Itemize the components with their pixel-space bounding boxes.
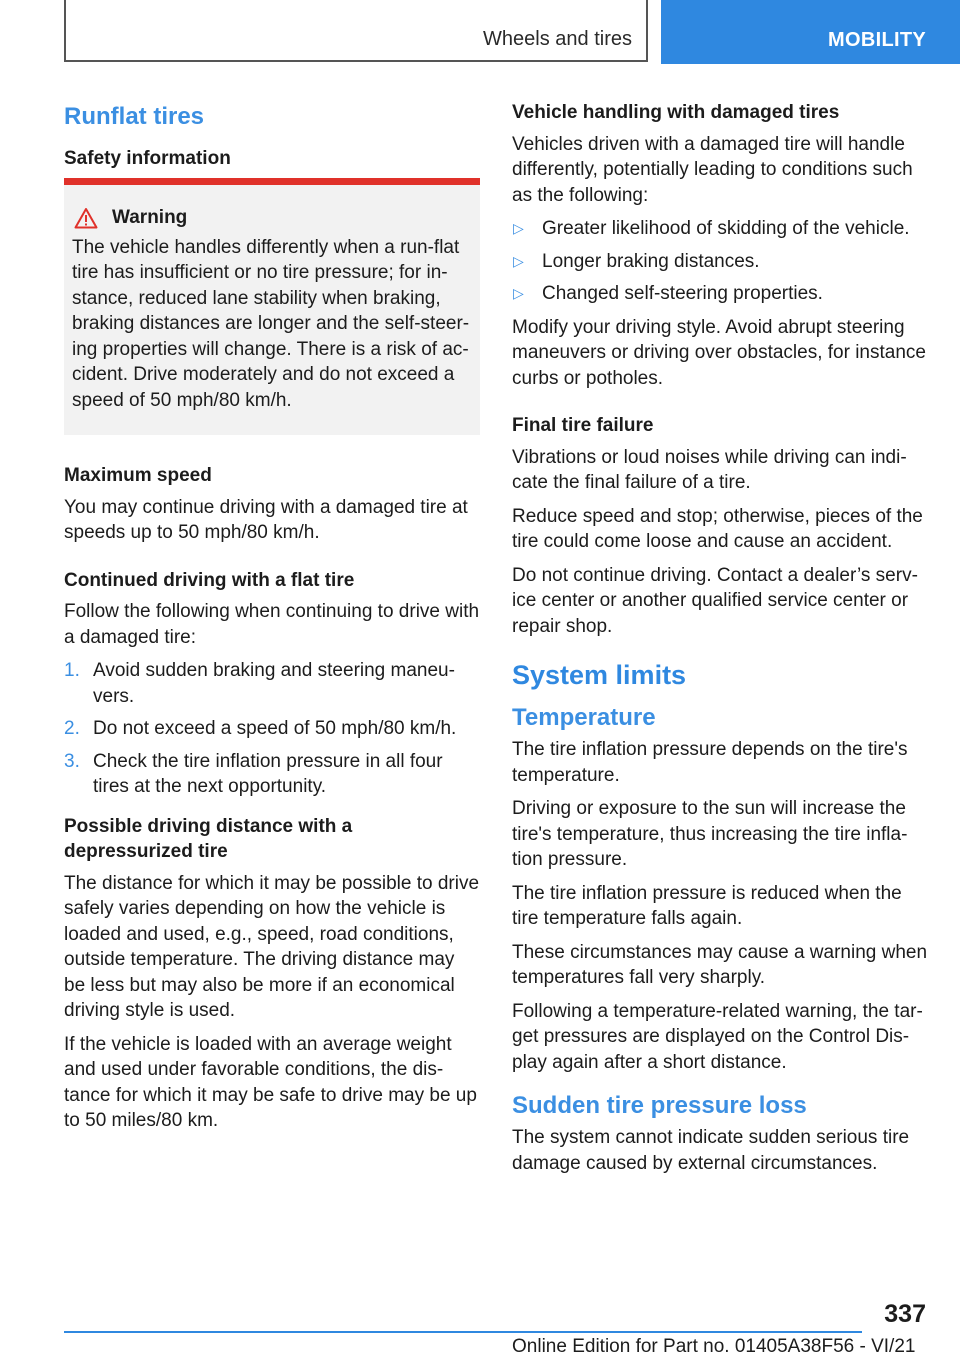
bullet-text: Changed self-steering properties.	[542, 283, 823, 304]
list-item	[512, 281, 930, 307]
step-number: 1.	[64, 660, 80, 681]
continued-intro: Follow the following when continuing to drive with a damaged tire:	[64, 601, 480, 648]
distance-heading: Possible driving distance with a depressurized tire	[64, 815, 353, 862]
max-speed-text: You may continue driving with a damaged tire at speeds up to 50 mph/80 km/h.	[64, 496, 468, 543]
max-speed-heading: Maximum speed	[64, 465, 212, 486]
bullet-triangle-icon: ▷	[513, 285, 524, 301]
warning-triangle-icon	[74, 207, 98, 229]
final-failure-p2: Reduce speed and stop; otherwise, pieces of the tire could come loose and cause an accident.	[512, 505, 923, 552]
handling-intro: Vehicles driven with a damaged tire will handle differently, potentially leading to conditions such as the following:	[512, 133, 913, 206]
warning-text: The vehicle handles differently when a run-flat tire has insufficient or no tire pressure; for in-stance, reduced lane stability when braking, braking distances are longer and the self-steer-ing properties will change. There is a risk of ac-cident. Drive moderately and do not exceed a speed of 50 mph/80 km/h.	[72, 236, 470, 411]
runflat-title: Runflat tires	[64, 103, 205, 130]
step-number: 2.	[64, 718, 80, 739]
temperature-p4: These circumstances may cause a warning when temperatures fall very sharply.	[512, 941, 928, 988]
section-title: Wheels and tires	[483, 28, 632, 50]
distance-p2: If the vehicle is loaded with an average weight and used under favorable conditions, the dis-tance for which it may be safe to drive may be up to 50 miles/80 km.	[64, 1033, 477, 1131]
temperature-heading: Temperature	[512, 704, 656, 731]
page-header	[64, 0, 960, 64]
temperature-p1: The tire inflation pressure depends on the tire's temperature.	[512, 739, 908, 786]
bullet-text: Greater likelihood of skidding of the vehicle.	[542, 218, 910, 239]
final-failure-p3: Do not continue driving. Contact a dealer’s serv-ice center or another qualified service center or repair shop.	[512, 564, 918, 637]
section-title-box	[64, 0, 648, 62]
temperature-p2: Driving or exposure to the sun will increase the tire's temperature, thus increasing the tire infla-tion pressure.	[512, 798, 908, 870]
step-text: Avoid sudden braking and steering maneu-vers.	[93, 660, 455, 707]
sudden-loss-heading: Sudden tire pressure loss	[512, 1092, 807, 1119]
warning-title-row	[72, 207, 470, 229]
final-failure-heading: Final tire failure	[512, 415, 654, 436]
list-item	[512, 216, 930, 242]
safety-heading: Safety information	[64, 148, 231, 169]
temperature-p5: Following a temperature-related warning, the tar-get pressures are displayed on the Control Dis-play again after a short distance.	[512, 1000, 923, 1073]
list-item	[64, 716, 480, 742]
continued-steps	[64, 658, 480, 800]
temperature-p3: The tire inflation pressure is reduced when the tire temperature falls again.	[512, 882, 902, 929]
distance-p1: The distance for which it may be possible to drive safely varies depending on how the vehicle is loaded and used, e.g., speed, road conditions, outside temperature. The driving distance may be less but may also be more if an economical driving style is used.	[64, 872, 480, 1021]
chapter-tab	[661, 0, 960, 64]
handling-bullets	[512, 216, 930, 307]
list-item	[64, 749, 480, 800]
handling-outro: Modify your driving style. Avoid abrupt steering maneuvers or driving over obstacles, for instance curbs or potholes.	[512, 316, 926, 389]
final-failure-p1: Vibrations or loud noises while driving can indi-cate the final failure of a tire.	[512, 446, 907, 493]
left-column	[64, 100, 480, 1142]
list-item	[512, 249, 930, 275]
page-number: 337	[884, 1300, 926, 1328]
footer-divider	[64, 1331, 862, 1333]
bullet-triangle-icon: ▷	[513, 252, 524, 269]
warning-title: Warning	[112, 206, 188, 228]
step-text: Check the tire inflation pressure in all four tires at the next opportunity.	[93, 750, 443, 797]
right-column	[512, 100, 930, 1184]
system-limits-title: System limits	[512, 660, 687, 690]
bullet-triangle-icon: ▷	[513, 220, 524, 236]
warning-box	[64, 178, 480, 436]
step-number: 3.	[64, 750, 80, 772]
chapter-tab-label: MOBILITY	[828, 29, 926, 51]
list-item	[64, 658, 480, 709]
edition-text: Online Edition for Part no. 01405A38F56 - VI/21	[512, 1336, 916, 1357]
continued-heading: Continued driving with a flat tire	[64, 569, 355, 591]
sudden-loss-p1: The system cannot indicate sudden serious tire damage caused by external circumstances.	[512, 1127, 910, 1174]
bullet-text: Longer braking distances.	[542, 250, 760, 272]
step-text: Do not exceed a speed of 50 mph/80 km/h.	[93, 718, 457, 739]
handling-heading: Vehicle handling with damaged tires	[512, 102, 840, 123]
